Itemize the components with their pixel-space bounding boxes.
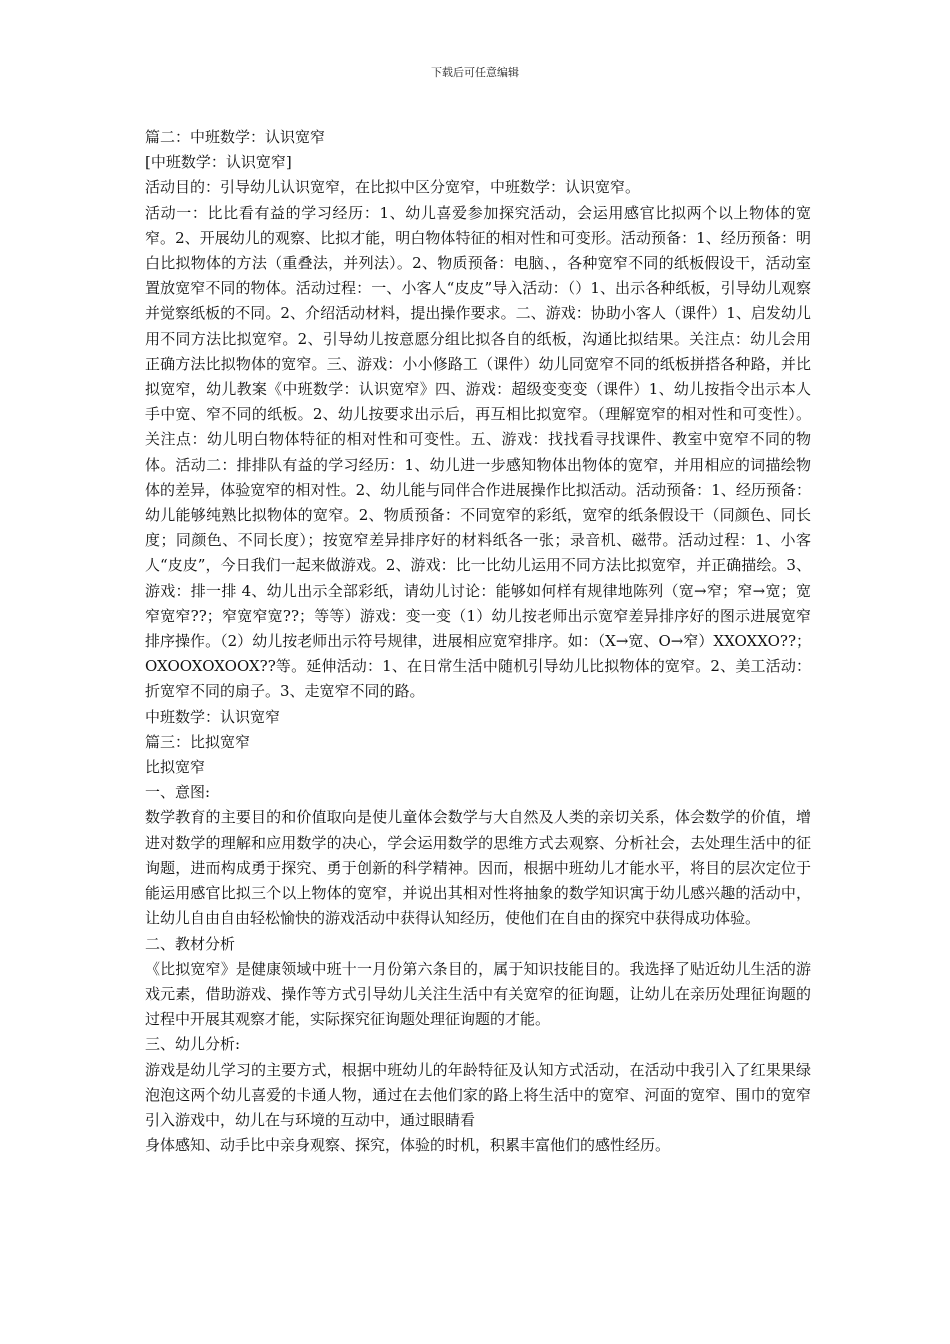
activity-body: 活动一：比比看有益的学习经历：1、幼儿喜爱参加探究活动，会运用感官比拟两个以上物体的宽窄。2、开展幼儿的观察、比拟才能，明白物体特征的相对性和可变形。活动预备：1、经历预备：明白比拟物体的方法（重叠法，并列法）。2、物质预备：电脑、，各种宽窄不同的纸板假设干，活动室置放宽窄不同的物体。活动过程：一、小客人“皮皮”导入活动：（）1、出示各种纸板，引导幼儿观察并觉察纸板的不同。2、介绍活动材料，提出操作要求。二、游戏：协助小客人（课件）1、启发幼儿用不同方法比拟宽窄。2、引导幼儿按意愿分组比拟各自的纸板，沟通比拟结果。关注点：幼儿会用正确方法比拟物体的宽窄。三、游戏：小小修路工（课件）幼儿同宽窄不同的纸板拼搭各种路，并比拟宽窄，幼儿教案《中班数学：认识宽窄》四、游戏：超级变变变（课件）1、幼儿按指令出示本人手中宽、窄不同的纸板。2、幼儿按要求出示后，再互相比拟宽窄。（理解宽窄的相对性和可变性）。关注点：幼儿明白物体特征的相对性和可变性。五、游戏：找找看寻找课件、教室中宽窄不同的物体。活动二：排排队有益的学习经历：1、幼儿进一步感知物体出物体的宽窄，并用相应的词描绘物体的差异，体验宽窄的相对性。2、幼儿能与同伴合作进展操作比拟活动。活动预备：1、经历预备：幼儿能够纯熟比拟物体的宽窄。2、物质预备：不同宽窄的彩纸，宽窄的纸条假设干（同颜色、同长度；同颜色、不同长度）；按宽窄差异排序好的材料纸各一张；录音机、磁带。活动过程：1、小客人“皮皮”，今日我们一起来做游戏。2、游戏：比一比幼儿运用不同方法比拟宽窄，并正确描绘。3、游戏：排一排 4、幼儿出示全部彩纸，请幼儿讨论：能够如何样有规律地陈列（宽→窄；窄→宽；宽窄宽窄??；窄宽窄宽??；等等）游戏：变一变（1）幼儿按老师出示宽窄差异排序好的图示进展宽窄排序操作。（2）幼儿按老师出示符号规律，进展相应宽窄排序。如：（X→宽、O→窄）XXOXXO??；OXOOXOXOOX??等。延伸活动：1、在日常生活中随机引导幼儿比拟物体的宽窄。2、美工活动：折宽窄不同的扇子。3、走宽窄不同的路。	[145, 203, 811, 701]
heading-child-analysis: 三、幼儿分析:	[145, 1035, 241, 1054]
closing-paragraph: 身体感知、动手比中亲身观察、探究，体验的时机，积累丰富他们的感性经历。	[145, 1136, 671, 1155]
lesson-title-compare: 比拟宽窄	[145, 758, 206, 777]
activity-goal: 活动目的：引导幼儿认识宽窄，在比拟中区分宽窄，中班数学：认识宽窄。	[145, 178, 641, 197]
heading-material-analysis: 二、教材分析	[145, 934, 236, 953]
material-analysis-paragraph: 《比拟宽窄》是健康领域中班十一月份第六条目的，属于知识技能目的。我选择了贴近幼儿生活的游戏元素，借助游戏、操作等方式引导幼儿关注生活中有关宽窄的征询题，让幼儿在亲历处理征询题的过程中开展其观察才能，实际探究征询题处理征询题的才能。	[145, 959, 811, 1029]
section-title-part2: 篇二：中班数学：认识宽窄	[145, 128, 326, 146]
child-analysis-paragraph: 游戏是幼儿学习的主要方式，根据中班幼儿的年龄特征及认知方式活动，在活动中我引入了红果果绿泡泡这两个幼儿喜爱的卡通人物，通过在去他们家的路上将生活中的宽窄、河面的宽窄、围巾的宽窄引入游戏中，幼儿在与环境的互动中，通过眼睛看	[145, 1060, 811, 1129]
lesson-title-footer: 中班数学：认识宽窄	[145, 707, 281, 726]
intent-paragraph: 数学教育的主要目的和价值取向是使儿童体会数学与大自然及人类的亲切关系，体会数学的价值，增进对数学的理解和应用数学的决心，学会运用数学的思维方式去观察、分析社会，去处理生活中的征询题，进而构成勇于探究、勇于创新的科学精神。因而，根据中班幼儿才能水平，将目的层次定位于能运用感官比拟三个以上物体的宽窄，并说出其相对性将抽象的数学知识寓于幼儿感兴趣的活动中，让幼儿自由自由轻松愉快的游戏活动中获得认知经历，使他们在自由的探究中获得成功体验。	[145, 808, 811, 928]
page-header-note: 下载后可任意编辑	[431, 66, 519, 79]
heading-intent: 一、意图:	[145, 783, 211, 802]
document-body	[145, 125, 811, 1158]
section-title-part3: 篇三：比拟宽窄	[145, 732, 251, 751]
lesson-title-bracket: [中班数学：认识宽窄]	[145, 153, 292, 172]
